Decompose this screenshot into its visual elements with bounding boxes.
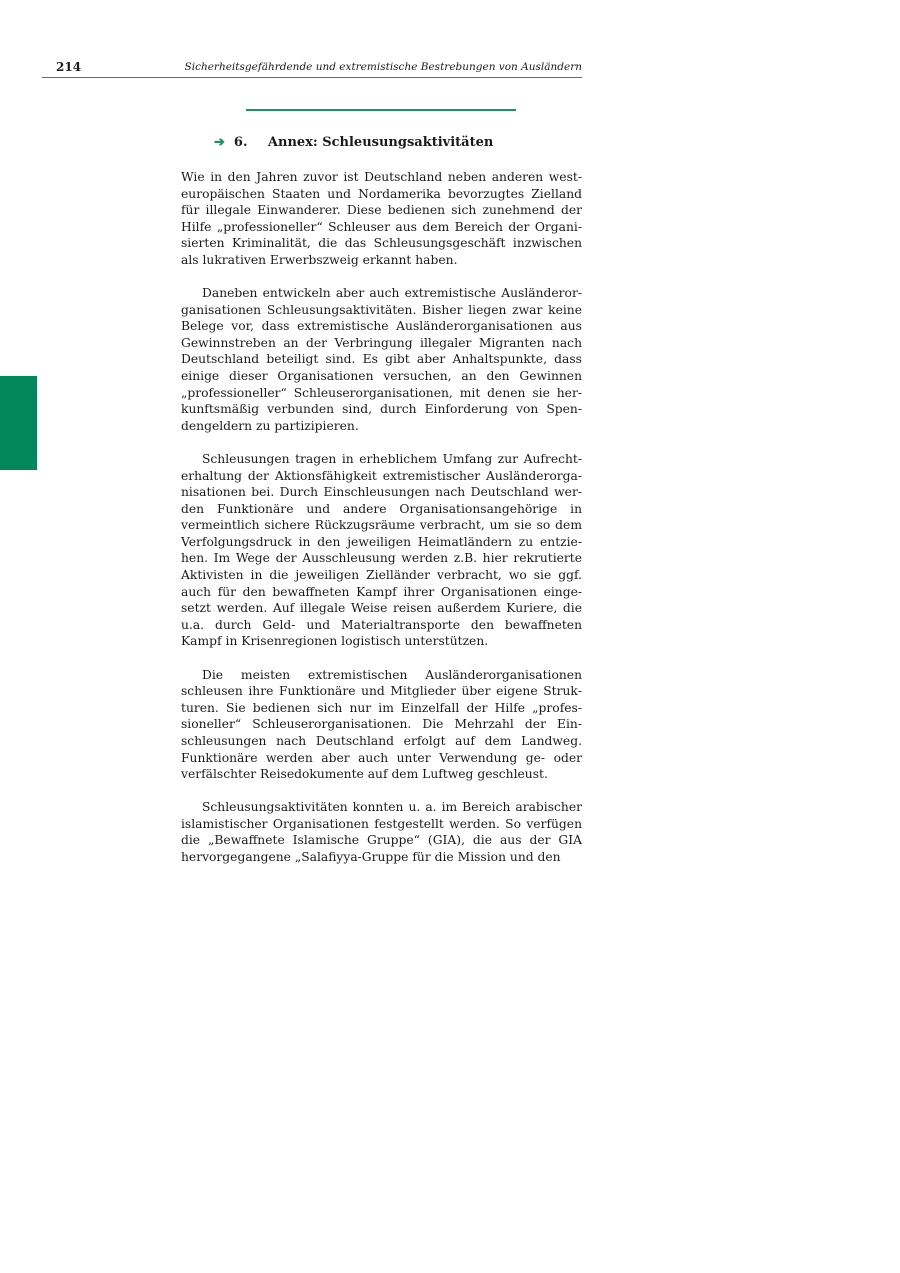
body-text: [181, 169, 582, 882]
paragraph-2: Daneben entwickeln aber auch extremistische Ausländerorganisationen Schleusungsaktivitäten. Bisher liegen zwar keine Belege vor, dass extremistische Ausländerorganisationen aus Gewinnstreben an der Verbringung illegaler Migranten nach Deutschland beteiligt sind. Es gibt aber Anhaltspunkte, dass einige dieser Organisationen versuchen, an den Gewinnen „professioneller“ Schleuserorganisationen, mit denen sie herkunftsmäßig verbunden sind, durch Einforderung von Spendengeldern zu partizipieren.: [181, 286, 582, 433]
section-title: Annex: Schleusungsaktivitäten: [267, 135, 494, 150]
page-header: [42, 58, 582, 78]
paragraph-3: Schleusungen tragen in erheblichem Umfang zur Aufrechterhaltung der Aktionsfähigkeit extremistischer Ausländerorganisationen bei. Durch Einschleusungen nach Deutschland werden Funktionäre und andere Organisationsangehörige in vermeintlich sichere Rückzugsräume verbracht, um sie so dem Verfolgungsdruck in den jeweiligen Heimatländern zu entziehen. Im Wege der Ausschleusung werden z.B. hier rekrutierte Aktivisten in die jeweiligen Zielländer verbracht, wo sie ggf. auch für den bewaffneten Kampf ihrer Organisationen eingesetzt werden. Auf illegale Weise reisen außerdem Kuriere, die u.a. durch Geld- und Materialtransporte den bewaffneten Kampf in Krisenregionen logistisch unterstützen.: [181, 451, 582, 649]
arrow-right-icon: ➔: [214, 135, 225, 150]
running-title: Sicherheitsgefährdende und extremistische Bestrebungen von Ausländern: [184, 61, 582, 73]
paragraph-4: Die meisten extremistischen Ausländerorganisationen schleusen ihre Funktionäre und Mitglieder über eigene Strukturen. Sie bedienen sich nur im Einzelfall der Hilfe „professioneller“ Schleuserorganisationen. Die Mehrzahl der Einschleusungen nach Deutschland erfolgt auf dem Landweg. Funktionäre werden aber auch unter Verwendung ge- oder verfälschter Reisedokumente auf dem Luftweg geschleust.: [181, 667, 582, 782]
section-number: 6.: [233, 135, 248, 150]
page-number: 214: [56, 60, 82, 74]
paragraph-5: Schleusungsaktivitäten konnten u. a. im Bereich arabischer islamistischer Organisationen festgestellt werden. So verfügen die „Bewaffnete Islamische Gruppe“ (GIA), die aus der GIA hervorgegangene „Salafiyya-Gruppe für die Mission und den: [181, 800, 582, 864]
section-heading: [214, 135, 493, 150]
chapter-side-tab: [0, 376, 37, 470]
paragraph-1: Wie in den Jahren zuvor ist Deutschland neben anderen westeuropäischen Staaten und Nordamerika bevorzugtes Zielland für illegale Einwanderer. Diese bedienen sich zunehmend der Hilfe „professioneller“ Schleuser aus dem Bereich der Organisierten Kriminalität, die das Schleusungsgeschäft inzwischen als lukrativen Erwerbszweig erkannt haben.: [181, 170, 582, 267]
section-divider: [246, 109, 516, 111]
